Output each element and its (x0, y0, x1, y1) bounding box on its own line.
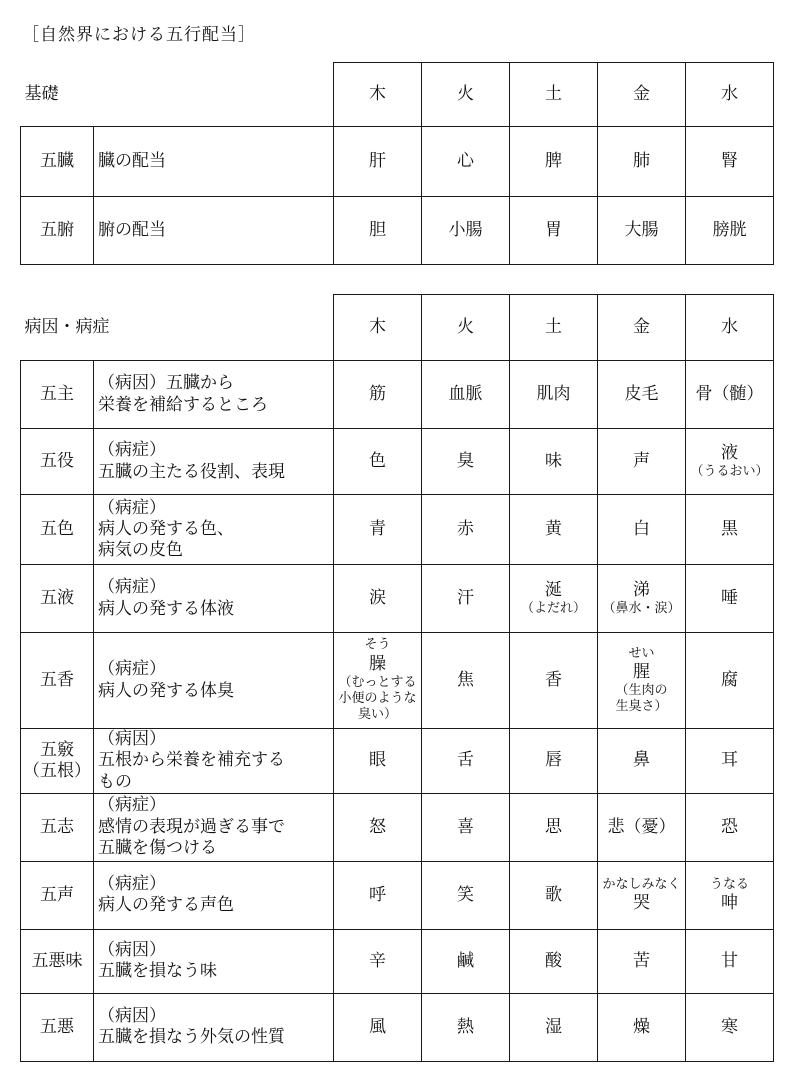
table-row (21, 429, 774, 495)
value-main: 歌 (545, 884, 562, 905)
value-main: 唇 (545, 750, 562, 771)
value-main: 声 (633, 450, 650, 471)
value-cell (686, 361, 774, 429)
value-cell (510, 565, 598, 633)
row-description-line: 五臓を傷つける (98, 837, 217, 858)
row-name: 五臓 (21, 127, 94, 197)
value-cell (510, 429, 598, 495)
value-annotation: 小便のような (338, 691, 417, 707)
value-annotation: （よだれ） (520, 601, 586, 616)
row-name (21, 565, 94, 633)
value-cell (422, 929, 510, 993)
value-cell (598, 633, 686, 729)
pathology-section-label: 病因・病症 (21, 295, 334, 361)
value-cell (422, 861, 510, 929)
value-main: 怒 (369, 816, 386, 837)
value-cell (510, 793, 598, 861)
value-cell (598, 729, 686, 794)
table-row (21, 127, 774, 197)
value-main: 眼 (369, 750, 386, 771)
table-row (21, 495, 774, 565)
value-main: 白 (633, 518, 650, 539)
row-name-line: 五悪味 (31, 950, 83, 971)
basics-table (20, 62, 774, 265)
row-description-line: 五臓を損なう味 (98, 961, 217, 982)
value-main: 皮毛 (624, 383, 659, 404)
row-type-tag: （病症） (98, 659, 166, 680)
value-main: 味 (545, 450, 562, 471)
table-row (21, 793, 774, 861)
row-description (94, 861, 334, 929)
value-cell (422, 495, 510, 565)
element-water: 水 (686, 63, 774, 127)
page-title: ［自然界における五行配当］ (22, 25, 256, 45)
row-type-tag: （病症） (98, 440, 166, 461)
row-name (21, 633, 94, 729)
row-description-line: 五臓を損なう外気の性質 (98, 1027, 285, 1048)
value-main: 燥 (633, 1016, 650, 1037)
value-cell (334, 361, 422, 429)
value-cell (422, 993, 510, 1061)
table-row (21, 197, 774, 265)
row-name (21, 993, 94, 1061)
row-name-line: 五志 (40, 816, 74, 837)
value-annotation: せい (628, 645, 655, 661)
value-cell: 胃 (510, 197, 598, 265)
row-description: 腑の配当 (94, 197, 334, 265)
value-main: 耳 (721, 750, 738, 771)
value-annotation: 生臭さ） (615, 699, 668, 715)
row-name-line: 五竅 (40, 739, 74, 760)
row-name-line: 五香 (40, 669, 74, 690)
value-annotation: （むっとする (338, 674, 417, 690)
row-type-tag: （病症） (98, 497, 166, 518)
value-cell (686, 565, 774, 633)
value-main: 赤 (457, 518, 474, 539)
value-cell: 小腸 (422, 197, 510, 265)
value-main: 臭 (457, 450, 474, 471)
value-cell (334, 993, 422, 1061)
table-row (21, 565, 774, 633)
value-cell (510, 729, 598, 794)
value-annotation: うなる (709, 876, 749, 892)
value-main: 鼻 (633, 750, 650, 771)
value-cell: 心 (422, 127, 510, 197)
table-row (21, 929, 774, 993)
value-annotation: かなしみなく (602, 876, 681, 892)
value-cell (686, 929, 774, 993)
value-main: 筋 (369, 383, 386, 404)
value-main: 思 (545, 816, 562, 837)
row-name (21, 793, 94, 861)
value-cell (598, 929, 686, 993)
row-description-line: 五根から栄養を補充する (98, 750, 285, 771)
table-row (21, 729, 774, 794)
value-cell (334, 861, 422, 929)
row-description-line: 五臓の主たる役割、表現 (98, 461, 285, 482)
element-fire: 火 (422, 63, 510, 127)
value-cell (598, 565, 686, 633)
value-cell (686, 861, 774, 929)
value-main: 血脈 (448, 383, 483, 404)
element-earth: 土 (510, 63, 598, 127)
row-description (94, 495, 334, 565)
value-cell: 胆 (334, 197, 422, 265)
value-main: 風 (369, 1016, 386, 1037)
value-cell (598, 361, 686, 429)
value-main: 臊 (369, 653, 386, 674)
element-water: 水 (686, 295, 774, 361)
value-annotation: （うるおい） (690, 464, 769, 479)
table-row (21, 993, 774, 1061)
element-wood: 木 (334, 295, 422, 361)
table-row (21, 861, 774, 929)
basics-section-label: 基礎 (21, 63, 334, 127)
row-name (21, 361, 94, 429)
row-name (21, 495, 94, 565)
value-cell: 肺 (598, 127, 686, 197)
value-annotation: （生肉の (615, 683, 668, 698)
row-description (94, 565, 334, 633)
value-cell (334, 565, 422, 633)
table-row (21, 361, 774, 429)
element-wood: 木 (334, 63, 422, 127)
value-cell (334, 729, 422, 794)
value-main: 悲（憂） (607, 816, 676, 837)
row-description: 臓の配当 (94, 127, 334, 197)
value-main: 腥 (633, 661, 650, 682)
value-main: 汗 (457, 587, 474, 608)
value-cell: 脾 (510, 127, 598, 197)
value-cell (686, 793, 774, 861)
row-name-line: 五悪 (40, 1016, 74, 1037)
value-main: 湿 (545, 1016, 562, 1037)
value-main: 液 (721, 442, 738, 463)
value-main: 笑 (457, 884, 474, 905)
value-main: 唾 (721, 587, 738, 608)
row-description (94, 633, 334, 729)
value-main: 香 (545, 669, 562, 690)
element-earth: 土 (510, 295, 598, 361)
value-cell: 膀胱 (686, 197, 774, 265)
row-name (21, 429, 94, 495)
row-name-line: （五根） (23, 760, 91, 781)
row-type-tag: （病因） (98, 729, 166, 749)
value-main: 辛 (369, 950, 386, 971)
value-cell (510, 929, 598, 993)
value-annotation: そう (364, 637, 391, 653)
value-main: 呼 (369, 884, 386, 905)
value-main: 恐 (721, 816, 738, 837)
row-name (21, 861, 94, 929)
value-main: 涙 (369, 587, 386, 608)
value-main: 喜 (457, 816, 474, 837)
row-description (94, 793, 334, 861)
row-type-tag: （病症） (98, 577, 166, 598)
row-name-line: 五声 (40, 884, 74, 905)
row-name-line: 五主 (40, 383, 74, 404)
row-description (94, 429, 334, 495)
value-cell: 大腸 (598, 197, 686, 265)
value-cell (334, 929, 422, 993)
value-cell (422, 565, 510, 633)
row-name-line: 五役 (40, 450, 74, 471)
value-cell (422, 429, 510, 495)
value-main: 焦 (457, 669, 474, 690)
value-main: 酸 (545, 950, 562, 971)
row-description (94, 929, 334, 993)
row-description-line: 病人の発する体臭 (98, 680, 234, 701)
value-cell (598, 793, 686, 861)
row-description-line: （病因）五臓から (98, 373, 234, 394)
row-type-tag: （病症） (98, 874, 166, 894)
value-cell (334, 429, 422, 495)
value-cell (334, 633, 422, 729)
value-cell (686, 729, 774, 794)
value-cell (334, 495, 422, 565)
element-metal: 金 (598, 63, 686, 127)
value-main: 青 (369, 518, 386, 539)
basics-header-row (21, 63, 774, 127)
value-cell (510, 495, 598, 565)
row-name-line: 五色 (40, 518, 74, 539)
element-fire: 火 (422, 295, 510, 361)
value-annotation: （鼻水・涙） (602, 601, 681, 616)
row-description-line: もの (98, 771, 132, 792)
value-cell: 肝 (334, 127, 422, 197)
value-cell (686, 633, 774, 729)
value-cell (510, 633, 598, 729)
value-main: 色 (369, 450, 386, 471)
value-main: 熱 (457, 1016, 474, 1037)
value-main: 舌 (457, 750, 474, 771)
value-main: 甘 (721, 950, 738, 971)
value-main: 黒 (721, 518, 738, 539)
value-main: 涎 (545, 579, 562, 600)
value-cell (598, 429, 686, 495)
value-cell (686, 429, 774, 495)
pathology-header-row (21, 295, 774, 361)
row-name-line: 五液 (40, 587, 74, 608)
row-type-tag: （病因） (98, 940, 166, 960)
row-description (94, 993, 334, 1061)
row-description-line: 病気の皮色 (98, 540, 183, 561)
value-annotation: 臭い） (357, 707, 397, 723)
value-cell (422, 633, 510, 729)
element-metal: 金 (598, 295, 686, 361)
value-main: 腐 (721, 669, 738, 690)
value-cell (422, 793, 510, 861)
value-cell (598, 861, 686, 929)
value-cell: 腎 (686, 127, 774, 197)
row-description (94, 729, 334, 794)
value-cell (334, 793, 422, 861)
row-type-tag: （病因） (98, 1006, 166, 1026)
pathology-table (20, 294, 774, 1062)
value-cell (510, 861, 598, 929)
value-cell (422, 729, 510, 794)
value-cell (686, 495, 774, 565)
value-cell (510, 993, 598, 1061)
value-main: 苦 (633, 950, 650, 971)
value-main: 呻 (721, 892, 738, 913)
value-main: 涕 (633, 579, 650, 600)
value-main: 骨（髄） (695, 383, 764, 404)
row-name: 五腑 (21, 197, 94, 265)
row-description-line: 病人の発する体液 (98, 598, 234, 619)
value-main: 哭 (633, 892, 650, 913)
value-cell (598, 495, 686, 565)
row-type-tag: （病症） (98, 795, 166, 816)
value-main: 寒 (721, 1016, 738, 1037)
value-main: 鹹 (457, 950, 474, 971)
row-description-line: 栄養を補給するところ (98, 394, 268, 415)
value-cell (598, 993, 686, 1061)
row-description-line: 病人の発する声色 (98, 895, 234, 916)
row-name (21, 729, 94, 794)
value-cell (510, 361, 598, 429)
value-cell (422, 361, 510, 429)
value-main: 肌肉 (536, 383, 571, 404)
row-name (21, 929, 94, 993)
table-row (21, 633, 774, 729)
value-cell (686, 993, 774, 1061)
row-description-line: 病人の発する色、 (98, 518, 234, 539)
value-main: 黄 (545, 518, 562, 539)
row-description (94, 361, 334, 429)
row-description-line: 感情の表現が過ぎる事で (98, 816, 285, 837)
